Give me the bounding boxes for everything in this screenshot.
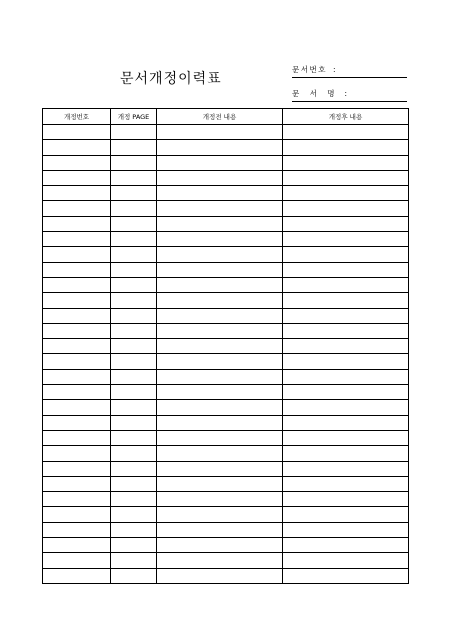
table-row: [43, 538, 409, 553]
table-row: [43, 247, 409, 262]
table-row: [43, 461, 409, 476]
header-revision-number: 개정번호: [43, 109, 111, 125]
cell-after-content[interactable]: [283, 446, 409, 461]
cell-revision-number[interactable]: [43, 308, 111, 323]
doc-name-colon: :: [344, 89, 348, 98]
cell-before-content[interactable]: [157, 430, 283, 445]
doc-number-field[interactable]: [292, 65, 407, 78]
table-row: [43, 293, 409, 308]
cell-before-content[interactable]: [157, 553, 283, 568]
table-row: [43, 492, 409, 507]
cell-revision-number[interactable]: [43, 293, 111, 308]
cell-revision-page[interactable]: [111, 293, 157, 308]
cell-revision-number[interactable]: [43, 140, 111, 155]
table-row: [43, 201, 409, 216]
cell-before-content[interactable]: [157, 507, 283, 522]
cell-after-content[interactable]: [283, 476, 409, 491]
table-row: [43, 507, 409, 522]
cell-revision-number[interactable]: [43, 568, 111, 583]
cell-after-content[interactable]: [283, 461, 409, 476]
cell-before-content[interactable]: [157, 308, 283, 323]
cell-revision-page[interactable]: [111, 538, 157, 553]
cell-after-content[interactable]: [283, 262, 409, 277]
cell-revision-page[interactable]: [111, 415, 157, 430]
cell-revision-number[interactable]: [43, 492, 111, 507]
cell-revision-page[interactable]: [111, 323, 157, 338]
cell-before-content[interactable]: [157, 354, 283, 369]
cell-after-content[interactable]: [283, 170, 409, 185]
cell-after-content[interactable]: [283, 155, 409, 170]
cell-revision-number[interactable]: [43, 354, 111, 369]
cell-before-content[interactable]: [157, 170, 283, 185]
table-row: [43, 476, 409, 491]
doc-number-label: 문서번호: [292, 65, 327, 74]
cell-after-content[interactable]: [283, 507, 409, 522]
table-row: [43, 354, 409, 369]
table-row: [43, 232, 409, 247]
table-row: [43, 339, 409, 354]
cell-revision-page[interactable]: [111, 507, 157, 522]
cell-revision-page[interactable]: [111, 492, 157, 507]
cell-revision-page[interactable]: [111, 339, 157, 354]
cell-before-content[interactable]: [157, 446, 283, 461]
table-row: [43, 369, 409, 384]
cell-revision-page[interactable]: [111, 369, 157, 384]
doc-name-label: 문 서 명: [292, 89, 339, 98]
cell-revision-page[interactable]: [111, 400, 157, 415]
cell-revision-number[interactable]: [43, 400, 111, 415]
cell-revision-number[interactable]: [43, 323, 111, 338]
cell-before-content[interactable]: [157, 339, 283, 354]
cell-revision-page[interactable]: [111, 461, 157, 476]
cell-before-content[interactable]: [157, 125, 283, 140]
cell-before-content[interactable]: [157, 415, 283, 430]
cell-revision-number[interactable]: [43, 155, 111, 170]
cell-revision-page[interactable]: [111, 125, 157, 140]
cell-after-content[interactable]: [283, 354, 409, 369]
table-row: [43, 155, 409, 170]
cell-before-content[interactable]: [157, 461, 283, 476]
cell-before-content[interactable]: [157, 400, 283, 415]
cell-after-content[interactable]: [283, 232, 409, 247]
cell-revision-page[interactable]: [111, 216, 157, 231]
cell-revision-number[interactable]: [43, 538, 111, 553]
cell-revision-page[interactable]: [111, 277, 157, 292]
cell-revision-number[interactable]: [43, 125, 111, 140]
cell-revision-number[interactable]: [43, 385, 111, 400]
cell-after-content[interactable]: [283, 369, 409, 384]
cell-after-content[interactable]: [283, 415, 409, 430]
cell-revision-page[interactable]: [111, 201, 157, 216]
cell-before-content[interactable]: [157, 323, 283, 338]
cell-revision-page[interactable]: [111, 155, 157, 170]
cell-before-content[interactable]: [157, 369, 283, 384]
table-row: [43, 430, 409, 445]
cell-revision-number[interactable]: [43, 415, 111, 430]
cell-before-content[interactable]: [157, 492, 283, 507]
table-row: [43, 522, 409, 537]
cell-revision-page[interactable]: [111, 247, 157, 262]
cell-after-content[interactable]: [283, 323, 409, 338]
cell-after-content[interactable]: [283, 308, 409, 323]
cell-revision-page[interactable]: [111, 430, 157, 445]
table-header-row: [43, 109, 409, 125]
cell-revision-page[interactable]: [111, 553, 157, 568]
cell-revision-page[interactable]: [111, 446, 157, 461]
cell-after-content[interactable]: [283, 522, 409, 537]
cell-after-content[interactable]: [283, 492, 409, 507]
cell-revision-page[interactable]: [111, 308, 157, 323]
cell-after-content[interactable]: [283, 216, 409, 231]
cell-before-content[interactable]: [157, 262, 283, 277]
table-row: [43, 140, 409, 155]
cell-before-content[interactable]: [157, 277, 283, 292]
cell-before-content[interactable]: [157, 293, 283, 308]
cell-revision-number[interactable]: [43, 170, 111, 185]
table-row: [43, 125, 409, 140]
cell-revision-number[interactable]: [43, 446, 111, 461]
cell-revision-number[interactable]: [43, 186, 111, 201]
cell-revision-number[interactable]: [43, 232, 111, 247]
cell-revision-number[interactable]: [43, 247, 111, 262]
table-row: [43, 170, 409, 185]
cell-after-content[interactable]: [283, 140, 409, 155]
cell-before-content[interactable]: [157, 568, 283, 583]
cell-after-content[interactable]: [283, 553, 409, 568]
cell-revision-page[interactable]: [111, 232, 157, 247]
cell-revision-page[interactable]: [111, 522, 157, 537]
cell-after-content[interactable]: [283, 385, 409, 400]
table-row: [43, 216, 409, 231]
cell-revision-number[interactable]: [43, 476, 111, 491]
table-row: [43, 308, 409, 323]
table-row: [43, 568, 409, 583]
doc-name-field[interactable]: [292, 89, 407, 102]
header-revision-page: 개정 PAGE: [111, 109, 157, 125]
cell-revision-number[interactable]: [43, 201, 111, 216]
cell-after-content[interactable]: [283, 125, 409, 140]
cell-revision-page[interactable]: [111, 568, 157, 583]
cell-after-content[interactable]: [283, 568, 409, 583]
table-row: [43, 415, 409, 430]
cell-revision-number[interactable]: [43, 461, 111, 476]
revision-history-table: [42, 108, 409, 584]
cell-revision-page[interactable]: [111, 186, 157, 201]
cell-before-content[interactable]: [157, 247, 283, 262]
cell-before-content[interactable]: [157, 522, 283, 537]
cell-before-content[interactable]: [157, 538, 283, 553]
cell-revision-number[interactable]: [43, 430, 111, 445]
cell-revision-number[interactable]: [43, 216, 111, 231]
cell-before-content[interactable]: [157, 186, 283, 201]
cell-before-content[interactable]: [157, 476, 283, 491]
cell-revision-number[interactable]: [43, 522, 111, 537]
cell-after-content[interactable]: [283, 247, 409, 262]
table-row: [43, 446, 409, 461]
cell-revision-page[interactable]: [111, 262, 157, 277]
cell-revision-number[interactable]: [43, 553, 111, 568]
cell-revision-page[interactable]: [111, 170, 157, 185]
table-body: [43, 125, 409, 584]
cell-revision-number[interactable]: [43, 507, 111, 522]
cell-after-content[interactable]: [283, 293, 409, 308]
table-row: [43, 323, 409, 338]
cell-before-content[interactable]: [157, 140, 283, 155]
table-row: [43, 400, 409, 415]
cell-revision-page[interactable]: [111, 354, 157, 369]
cell-revision-number[interactable]: [43, 369, 111, 384]
table-row: [43, 277, 409, 292]
cell-revision-page[interactable]: [111, 385, 157, 400]
cell-after-content[interactable]: [283, 339, 409, 354]
table-row: [43, 262, 409, 277]
cell-after-content[interactable]: [283, 277, 409, 292]
header-before-content: 개정전 내용: [157, 109, 283, 125]
cell-revision-number[interactable]: [43, 262, 111, 277]
cell-revision-number[interactable]: [43, 339, 111, 354]
cell-revision-page[interactable]: [111, 476, 157, 491]
cell-after-content[interactable]: [283, 430, 409, 445]
cell-before-content[interactable]: [157, 201, 283, 216]
table-row: [43, 553, 409, 568]
cell-before-content[interactable]: [157, 155, 283, 170]
header-after-content: 개정후 내용: [283, 109, 409, 125]
cell-after-content[interactable]: [283, 186, 409, 201]
cell-before-content[interactable]: [157, 232, 283, 247]
cell-before-content[interactable]: [157, 385, 283, 400]
cell-after-content[interactable]: [283, 538, 409, 553]
cell-after-content[interactable]: [283, 400, 409, 415]
cell-before-content[interactable]: [157, 216, 283, 231]
document-title: 문서개정이력표: [120, 71, 222, 87]
doc-number-colon: :: [332, 65, 336, 74]
cell-revision-page[interactable]: [111, 140, 157, 155]
cell-after-content[interactable]: [283, 201, 409, 216]
table-row: [43, 385, 409, 400]
cell-revision-number[interactable]: [43, 277, 111, 292]
table-row: [43, 186, 409, 201]
